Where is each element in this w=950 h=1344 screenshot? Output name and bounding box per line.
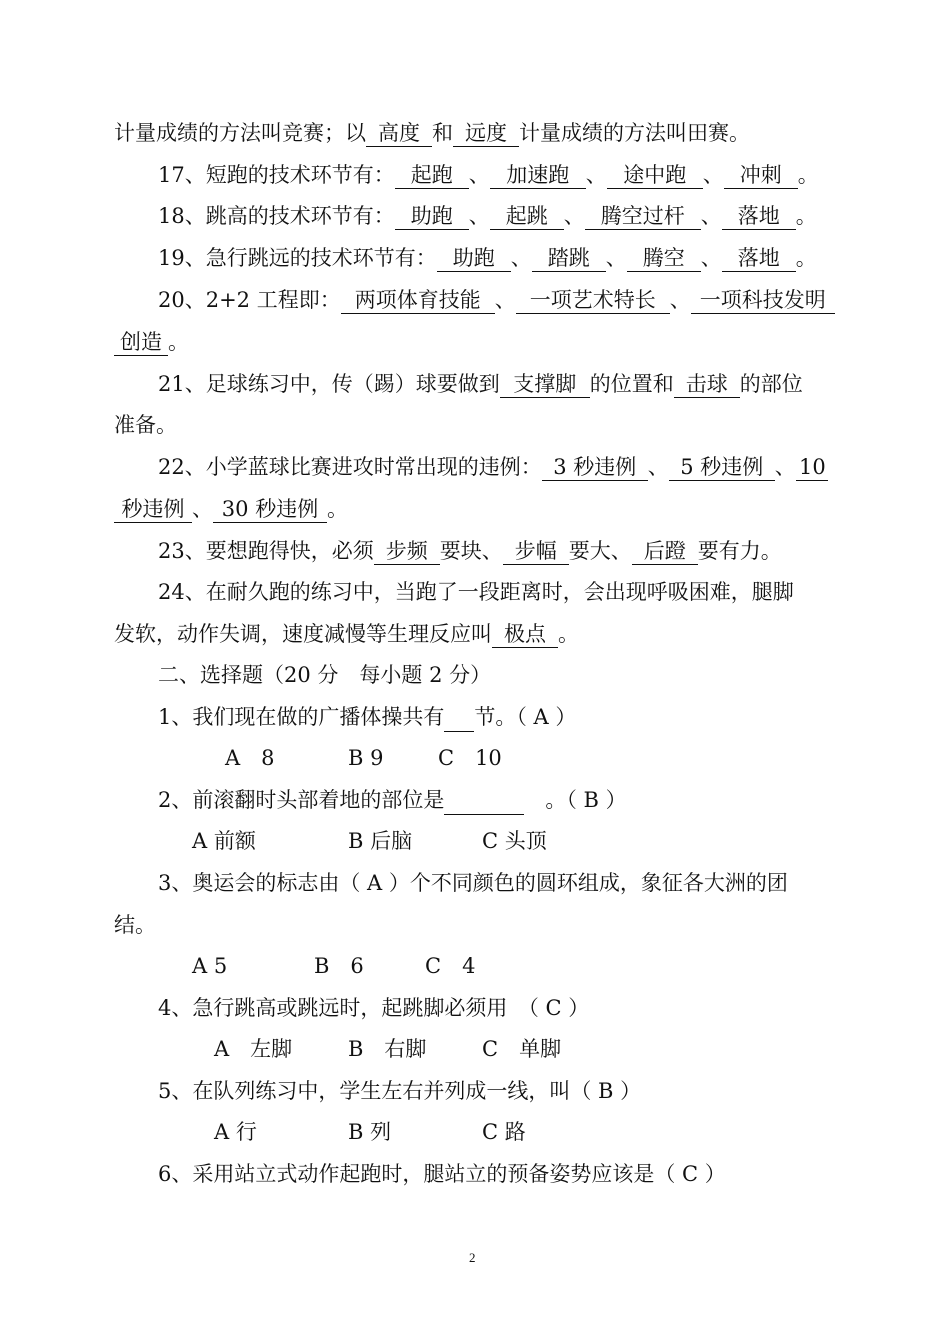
choice-4-option-a: A 左脚 — [214, 1037, 293, 1061]
q23-text-1: 要块、 — [439, 539, 503, 563]
choice-4-option-b: B 右脚 — [348, 1037, 427, 1061]
choice-4-option-c: C 单脚 — [482, 1037, 562, 1061]
q19-end: 。 — [795, 246, 817, 270]
choice-1-option-c: C 10 — [438, 746, 502, 770]
q19-answer-4: 落地 — [722, 245, 796, 272]
choice-2-option-c: C 头顶 — [482, 829, 547, 853]
q22-end: 。 — [327, 497, 348, 521]
q21-text-cont: 准备。 — [114, 413, 177, 437]
q18-end: 。 — [795, 204, 817, 228]
q17-answer-4: 冲刺 — [724, 162, 798, 189]
q21-answer-2: 击球 — [674, 371, 740, 398]
choice-2-option-a: A 前额 — [192, 829, 256, 853]
choice-6-stem: 6、采用站立式动作起跑时，腿站立的预备姿势应该是（ C ） — [158, 1162, 726, 1186]
q18-answer-2: 起跳 — [490, 203, 564, 230]
q20-answer-3: 一项科技发明 — [691, 287, 835, 314]
q24-line-2 — [114, 619, 579, 649]
q19-answer-1: 助跑 — [437, 245, 511, 272]
choice-2-text: 2、前滚翻时头部着地的部位是 — [158, 788, 445, 812]
q19-answer-3: 腾空 — [627, 245, 701, 272]
q21-answer-1: 支撑脚 — [500, 371, 590, 398]
choice-5-option-b: B 列 — [348, 1120, 392, 1144]
choice-3-option-c: C 4 — [425, 954, 476, 978]
choice-5-option-c: C 路 — [482, 1120, 526, 1144]
choice-3-option-b: B 6 — [314, 954, 364, 978]
q22-line-2: 秒违例 、 30 秒违例 。 — [114, 494, 348, 524]
q23-answer-1: 步频 — [374, 538, 440, 565]
q17-answer-3: 途中跑 — [607, 162, 703, 189]
q23-answer-2: 步幅 — [503, 538, 569, 565]
q17-answer-1: 起跑 — [395, 162, 469, 189]
choice-2-blank — [444, 790, 524, 815]
choice-3-option-a: A 5 — [192, 954, 228, 978]
choice-1-option-b: B 9 — [348, 746, 384, 770]
section-2-title: 二、选择题（20 分 每小题 2 分） — [158, 663, 492, 687]
q18-answer-3: 腾空过杆 — [585, 203, 701, 230]
choice-5-stem: 5、在队列练习中，学生左右并列成一线，叫（ B ） — [158, 1079, 642, 1103]
q21-line-2 — [114, 410, 177, 440]
q19-text: 19、急行跳远的技术环节有： — [158, 246, 437, 270]
choice-1-answer: 节。（ A ） — [474, 705, 577, 729]
q18-line: 18、跳高的技术环节有： 助跑 、 起跳 、 腾空过杆 、 落地 。 — [158, 204, 817, 228]
choice-1-blank — [444, 707, 474, 732]
q16-text-mid: 和 — [432, 121, 453, 145]
q23-answer-3: 后蹬 — [632, 538, 698, 565]
q22-answer-1: 3 秒违例 — [542, 454, 648, 481]
q16-answer-1: 高度 — [366, 120, 432, 147]
choice-1-text: 1、我们现在做的广播体操共有 — [158, 705, 445, 729]
q24-text-cont: 发软，动作失调，速度减慢等生理反应叫 — [114, 622, 492, 646]
choice-2-stem — [158, 785, 627, 815]
q19-line: 19、急行跳远的技术环节有： 助跑 、 踏跳 、 腾空 、 落地 。 — [158, 246, 817, 270]
choice-3-stem: 3、奥运会的标志由（ A ）个不同颜色的圆环组成，象征各大洲的团 — [158, 871, 788, 895]
q20-line-2 — [114, 327, 189, 357]
q17-line: 17、短跑的技术环节有： 起跑 、 加速跑 、 途中跑 、 冲刺 。 — [158, 163, 819, 187]
q18-answer-1: 助跑 — [395, 203, 469, 230]
choice-1-stem — [158, 702, 576, 732]
q21-line — [158, 369, 803, 399]
q16-line — [114, 118, 750, 148]
choice-5-option-a: A 行 — [214, 1120, 257, 1144]
page-number: 2 — [469, 1250, 476, 1265]
q24-line — [158, 577, 794, 607]
q21-text-mid: 的位置和 — [589, 372, 674, 396]
q16-text-post: 计量成绩的方法叫田赛。 — [519, 121, 750, 145]
choice-3-stem-cont: 结。 — [114, 913, 156, 937]
q17-end: 。 — [797, 163, 819, 187]
q22-line: 22、小学蓝球比赛进攻时常出现的违例： 3 秒违例 、 5 秒违例 、 10 — [158, 455, 826, 479]
q18-text: 18、跳高的技术环节有： — [158, 204, 395, 228]
choice-4-stem: 4、急行跳高或跳远时，起跳脚必须用 （ C ） — [158, 996, 590, 1020]
choice-2-option-b: B 后脑 — [348, 829, 413, 853]
q20-answer-1: 两项体育技能 — [341, 287, 495, 314]
q19-answer-2: 踏跳 — [532, 245, 606, 272]
q21-text: 21、足球练习中，传（踢）球要做到 — [158, 372, 500, 396]
q20-end: 。 — [168, 330, 189, 354]
q16-answer-2: 远度 — [453, 120, 519, 147]
q17-text: 17、短跑的技术环节有： — [158, 163, 395, 187]
choice-1-option-a: A 8 — [225, 746, 275, 770]
q20-text: 20、2+2 工程即： — [158, 288, 341, 312]
q24-answer: 极点 — [492, 621, 558, 648]
q24-text: 24、在耐久跑的练习中，当跑了一段距离时，会出现呼吸困难，腿脚 — [158, 580, 794, 604]
choice-2-answer: 。（ B ） — [545, 788, 627, 812]
q21-text-post: 的部位 — [739, 372, 803, 396]
q20-answer-3-cont: 创造 — [114, 329, 168, 356]
q16-text: 计量成绩的方法叫竞赛；以 — [114, 121, 366, 145]
q23-text-2: 要大、 — [568, 539, 632, 563]
q22-answer-4: 30 秒违例 — [213, 496, 327, 523]
q23-line — [158, 536, 782, 566]
q24-end: 。 — [558, 622, 579, 646]
q20-line: 20、2+2 工程即： 两项体育技能 、 一项艺术特长 、 一项科技发明 — [158, 285, 835, 315]
q22-answer-2: 5 秒违例 — [669, 454, 775, 481]
q20-answer-2: 一项艺术特长 — [516, 287, 670, 314]
q22-text: 22、小学蓝球比赛进攻时常出现的违例： — [158, 455, 542, 479]
q18-answer-4: 落地 — [722, 203, 796, 230]
q22-answer-3-cont: 秒违例 — [114, 496, 192, 523]
q22-answer-3: 10 — [796, 454, 828, 481]
q23-text: 23、要想跑得快，必须 — [158, 539, 374, 563]
q17-answer-2: 加速跑 — [490, 162, 586, 189]
q23-text-3: 要有力。 — [697, 539, 782, 563]
